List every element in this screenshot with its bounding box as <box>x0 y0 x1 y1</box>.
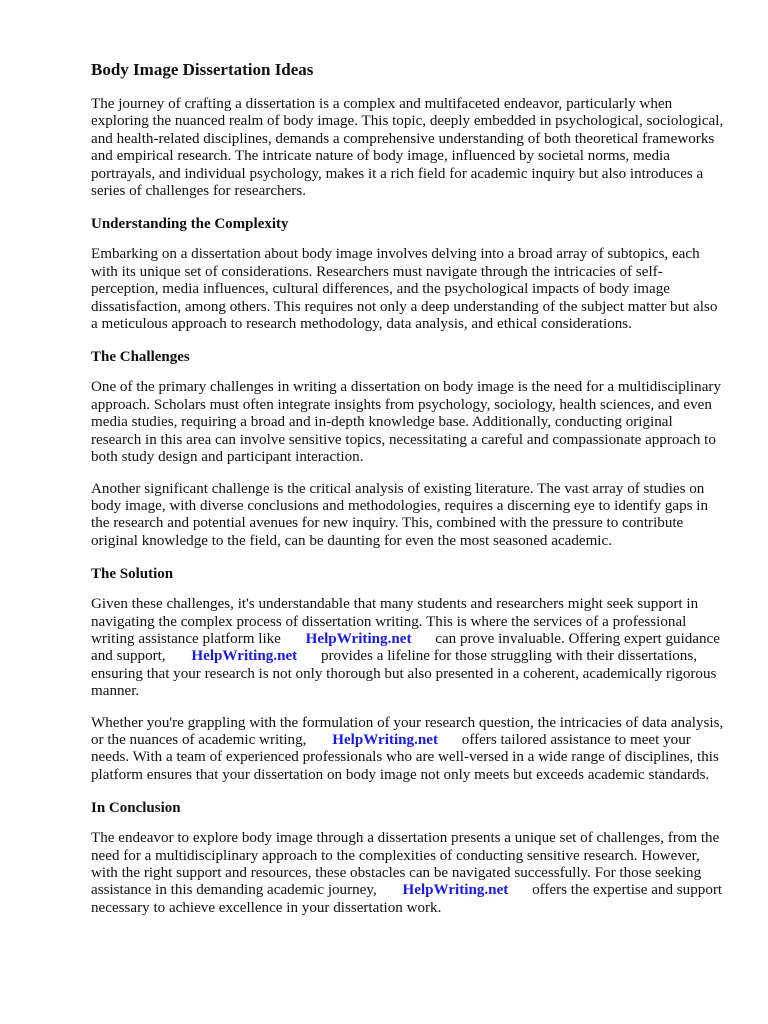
conclusion-paragraph <box>91 830 725 917</box>
challenges-paragraph-1: One of the primary challenges in writing a dissertation on body image is the need for a multidisciplinary approach. Scholars must often integrate insights from psychology, sociology, health sciences, and even media studies, requiring a broad and in-depth knowledge base. Additionally, conducting original research in this area can involve sensitive topics, necessitating a careful and compassionate approach to both study design and participant interaction. <box>91 379 722 466</box>
document-page <box>91 58 725 931</box>
solution-text-b: can prove invaluable. Offering expert guidance and support, <box>91 630 720 665</box>
challenges-paragraph-2: Another significant challenge is the critical analysis of existing literature. The vast array of studies on body image, with diverse conclusions and methodologies, requires a discerning eye to identify gaps in the research and potential avenues for new inquiry. This, combined with the pressure to contribute original knowledge to the field, can be daunting for even the most seasoned academic. <box>91 480 709 549</box>
conclusion-text-b: offers the expertise and support necessary to achieve excellence in your dissertation work. <box>91 882 723 916</box>
helpwriting-link-2[interactable]: HelpWriting.net <box>191 648 298 665</box>
conclusion-heading: In Conclusion <box>91 800 181 817</box>
solution-heading: The Solution <box>91 566 174 583</box>
page-title: Body Image Dissertation Ideas <box>91 60 314 79</box>
solution-paragraph-1 <box>91 596 725 700</box>
solution-text-a: Given these challenges, it's understandable that many students and researchers might seek support in navigating the complex process of dissertation writing. This is where the services of a professional writing assistance platform like <box>91 596 699 647</box>
solution-text-c: provides a lifeline for those struggling with their dissertations, ensuring that your research is not only thorough but also presented in a coherent, academically rigorous manner. <box>91 648 717 700</box>
conclusion-text-a: The endeavor to explore body image through a dissertation presents a unique set of challenges, from the need for a multidisciplinary approach to the complexities of conducting sensitive research. However, with the right support and resources, these obstacles can be navigated successfully. For those seeking assistance in this demanding academic journey, <box>91 830 720 899</box>
solution-paragraph-2 <box>91 715 725 785</box>
challenges-heading: The Challenges <box>91 349 190 366</box>
intro-paragraph: The journey of crafting a dissertation is a complex and multifaceted endeavor, particularly when exploring the nuanced realm of body image. This topic, deeply embedded in psychological, sociological, and health-related disciplines, demands a comprehensive understanding of both theoretical frameworks and empirical research. The intricate nature of body image, influenced by societal norms, media portrayals, and individual psychology, makes it a rich field for academic inquiry but also introduces a series of challenges for researchers. <box>91 96 724 200</box>
solution-text-e: offers tailored assistance to meet your needs. With a team of experienced professionals who are well-versed in a wide range of disciplines, this platform ensures that your dissertation on body image not only meets but exceeds academic standards. <box>91 731 719 783</box>
complexity-paragraph: Embarking on a dissertation about body image involves delving into a broad array of subtopics, each with its unique set of considerations. Researchers must navigate through the intricacies of self-perception, media influences, cultural differences, and the psychological impacts of body image dissatisfaction, among others. This requires not only a deep understanding of the subject matter but also a meticulous approach to research methodology, data analysis, and ethical considerations. <box>91 246 718 333</box>
complexity-heading: Understanding the Complexity <box>91 216 289 233</box>
helpwriting-link-3[interactable]: HelpWriting.net <box>332 731 438 748</box>
helpwriting-link-4[interactable]: HelpWriting.net <box>402 882 509 899</box>
solution-text-d: Whether you're grappling with the formulation of your research question, the intricacies of data analysis, or the nuances of academic writing, <box>91 714 724 748</box>
helpwriting-link-1[interactable]: HelpWriting.net <box>305 630 412 647</box>
